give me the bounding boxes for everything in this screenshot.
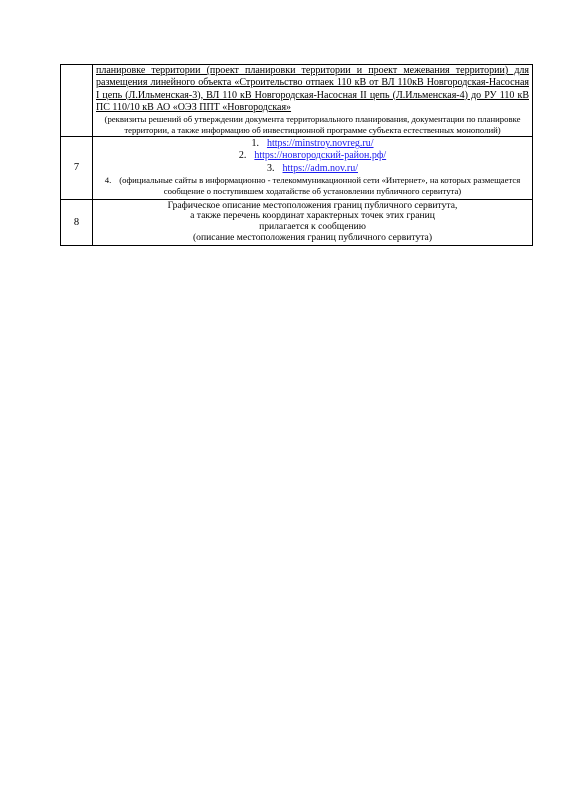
list-number: 4. <box>104 174 112 185</box>
list-number: 3. <box>267 162 275 174</box>
servitude-table <box>60 64 533 246</box>
novgorod-district-link[interactable]: https://новгородский-район.рф/ <box>254 150 387 162</box>
websites-note-text: (официальные сайты в информационно - телекоммуникационной сети «Интернет», на которых размещается сообщение о поступившем ходатайстве об установлении публичного сервитута) <box>119 174 521 196</box>
description-line: прилагается к сообщению <box>259 220 366 232</box>
boundary-description <box>96 200 529 245</box>
row-number-cell: 8 <box>61 199 93 245</box>
table-row <box>61 199 533 245</box>
adm-nov-link[interactable]: https://adm.nov.ru/ <box>282 162 358 174</box>
table-row <box>61 137 533 200</box>
description-line: а также перечень координат характерных точек этих границ <box>190 210 435 222</box>
minstroy-link[interactable]: https://minstroy.novreg.ru/ <box>266 138 374 150</box>
planning-documentation-text: планировке территории (проект планировки территории и проект межевания территории) для размещения линейного объекта «Строительство отпаек 110 кВ от ВЛ 110кВ Новгородская-Насосная I цепь (Л.Ильменская-3), ВЛ 110 кВ Новгородская-Насосная II цепь (Л.Ильменская-4) до РУ 110 кВ ПС 110/10 кВ АО «ОЭЗ ППТ «Новгородская» <box>96 65 529 113</box>
planning-note: (реквизиты решений об утверждении документа территориального планирования, документации по планировке территории, а также информацию об инвестиционной программе субъекта естественных монополий) <box>104 114 521 136</box>
table-row <box>61 65 533 137</box>
list-item <box>96 150 529 162</box>
list-item <box>96 163 529 175</box>
boundary-description-cell <box>93 199 533 245</box>
list-number: 2. <box>238 150 247 162</box>
description-line: Графическое описание местоположения границ публичного сервитута, <box>167 199 458 211</box>
websites-cell <box>93 137 533 200</box>
website-list <box>96 138 529 175</box>
territory-planning-cell <box>93 65 533 137</box>
list-number: 1. <box>251 138 259 150</box>
row-number-cell <box>61 65 93 137</box>
boundary-note: (описание местоположения границ публичного сервитута) <box>192 231 433 243</box>
row-number-cell: 7 <box>61 137 93 200</box>
list-item <box>96 138 529 150</box>
websites-note <box>96 175 529 199</box>
